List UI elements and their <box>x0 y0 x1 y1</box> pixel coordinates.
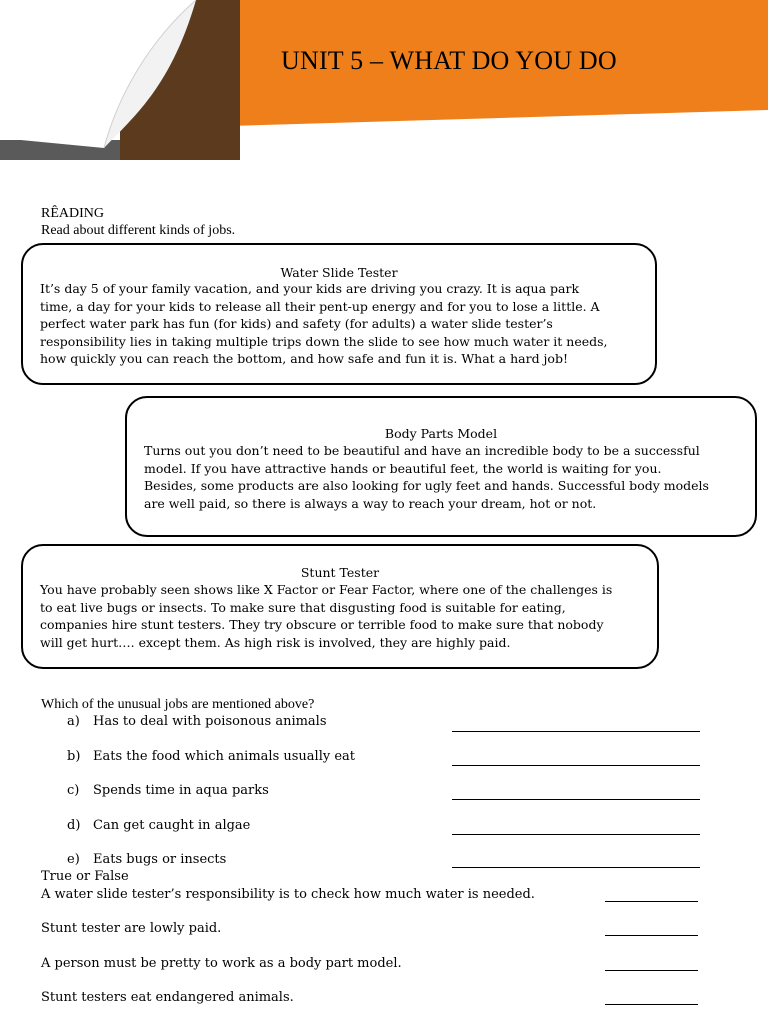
text-line: model. If you have attractive hands or beautiful feet, the world is waiting for you. <box>144 460 662 476</box>
text-body <box>40 581 612 651</box>
text-title: Water Slide Tester <box>280 265 398 280</box>
statement-item: Stunt tester are lowly paid. <box>41 921 222 936</box>
text-title: Stunt Tester <box>300 565 380 580</box>
question-item <box>67 714 327 729</box>
answer-blank[interactable] <box>605 1004 698 1005</box>
text-line: to eat live bugs or insects. To make sure that disgusting food is suitable for eating, <box>40 599 566 615</box>
reading-instruction: Read about different kinds of jobs. <box>41 223 236 238</box>
answer-blank[interactable] <box>452 834 700 835</box>
reading-heading: RÊADING <box>41 206 104 221</box>
text-line: Besides, some products are also looking for ugly feet and hands. Successful body models <box>144 478 709 493</box>
question-text: Eats the food which animals usually eat <box>93 749 355 764</box>
text-line: time, a day for your kids to release all their pent-up energy and for you to lose a little. A <box>40 298 600 314</box>
text-line: You have probably seen shows like X Factor or Fear Factor, where one of the challenges is <box>40 582 613 597</box>
text-line: companies hire stunt testers. They try obscure or terrible food to make sure that nobody <box>40 617 604 632</box>
answer-blank[interactable] <box>605 901 698 902</box>
header-graphic <box>0 0 768 165</box>
statement-item: Stunt testers eat endangered animals. <box>41 990 294 1005</box>
questions-heading: Which of the unusual jobs are mentioned above? <box>41 697 315 712</box>
question-letter: a) <box>67 714 80 729</box>
answer-blank[interactable] <box>605 935 698 936</box>
question-text: Has to deal with poisonous animals <box>93 714 327 729</box>
text-box-stunt-tester <box>21 544 659 669</box>
answer-blank[interactable] <box>452 731 700 732</box>
text-box-body-parts-model <box>125 396 757 537</box>
statement-item: A person must be pretty to work as a body part model. <box>41 956 402 971</box>
question-item <box>67 818 250 833</box>
question-letter: e) <box>67 852 80 867</box>
text-line: It’s day 5 of your family vacation, and your kids are driving you crazy. It is aqua park <box>40 281 580 296</box>
answer-blank[interactable] <box>452 765 700 766</box>
question-letter: b) <box>67 749 81 764</box>
question-text: Eats bugs or insects <box>93 852 227 867</box>
text-line: how quickly you can reach the bottom, and how safe and fun it is. What a hard job! <box>40 351 568 366</box>
question-item <box>67 749 355 764</box>
question-letter: c) <box>67 783 80 798</box>
answer-blank[interactable] <box>452 799 700 800</box>
text-line: will get hurt…. except them. As high risk is involved, they are highly paid. <box>40 634 511 650</box>
question-text: Can get caught in algae <box>93 818 251 833</box>
text-line: Turns out you don’t need to be beautiful and have an incredible body to be a successful <box>144 443 700 458</box>
text-body <box>144 442 709 512</box>
page-title: UNIT 5 – WHAT DO YOU DO <box>281 46 617 75</box>
text-body <box>40 280 608 368</box>
text-line: are well paid, so there is always a way to reach your dream, hot or not. <box>144 495 597 511</box>
question-item <box>67 852 226 867</box>
text-title: Body Parts Model <box>384 426 498 441</box>
text-line: perfect water park has fun (for kids) and safety (for adults) a water slide tester’s <box>40 316 553 331</box>
text-box-water-slide-tester <box>21 243 657 385</box>
question-item <box>67 783 269 798</box>
answer-blank[interactable] <box>452 867 700 868</box>
statement-item: A water slide tester’s responsibility is to check how much water is needed. <box>41 887 535 902</box>
text-line: responsibility lies in taking multiple trips down the slide to see how much water it needs, <box>40 333 608 349</box>
true-false-heading: True or False <box>41 869 129 884</box>
question-text: Spends time in aqua parks <box>93 783 269 798</box>
question-letter: d) <box>67 818 81 833</box>
answer-blank[interactable] <box>605 970 698 971</box>
